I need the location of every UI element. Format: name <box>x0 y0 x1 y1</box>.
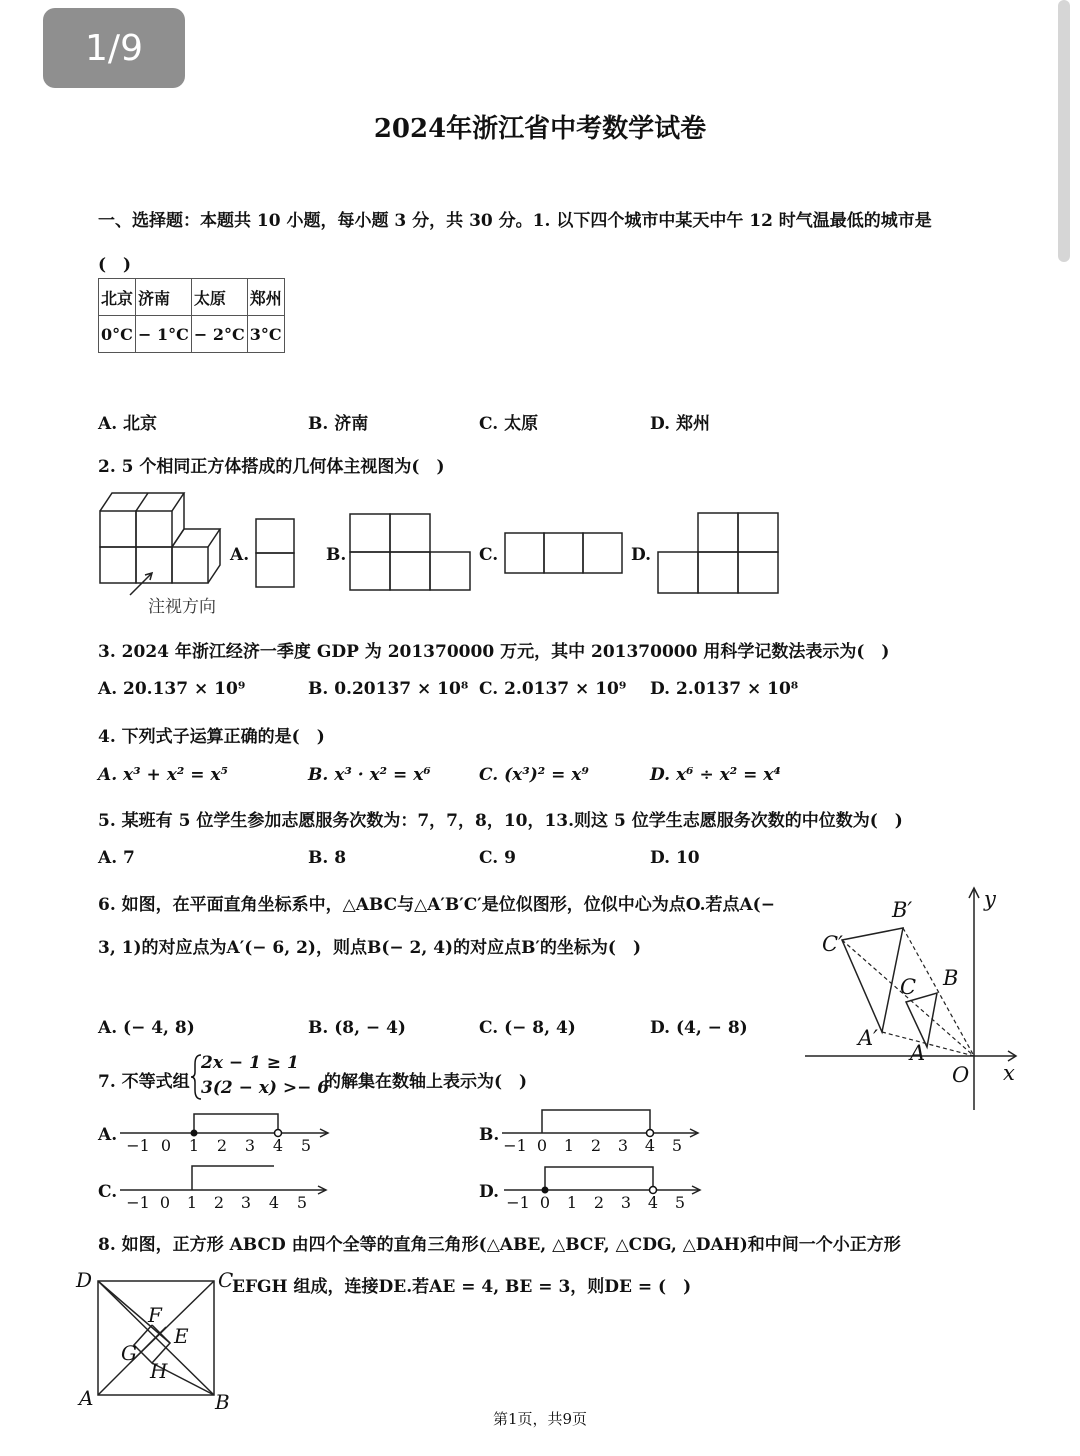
label-y-axis: y <box>984 887 996 911</box>
q6-similar-figures-diagram <box>800 880 1030 1115</box>
tick-label: 2 <box>593 1193 605 1212</box>
label-h: H <box>150 1359 168 1383</box>
q3-option-c: C. 2.0137 × 10⁹ <box>479 679 627 699</box>
label-e: E <box>174 1324 189 1348</box>
tick-label: 5 <box>671 1136 683 1155</box>
q6-option-a: A. (− 4, 8) <box>98 1018 195 1038</box>
q5-option-d: D. 10 <box>650 848 700 868</box>
tick-label: 3 <box>244 1136 256 1155</box>
table-cell: − 2°C <box>191 316 247 353</box>
q4-option-a: A. x³ + x² = x⁵ <box>98 765 228 785</box>
q4-text: 4. 下列式子运算正确的是( ) <box>98 727 325 747</box>
q7-label-d: D. <box>479 1182 500 1202</box>
q2-label-a: A. <box>230 545 250 565</box>
q2-text: 2. 5 个相同正方体搭成的几何体主视图为( ) <box>98 457 445 477</box>
tick-label: 3 <box>620 1193 632 1212</box>
q4-option-b: B. x³ · x² = x⁶ <box>308 765 431 785</box>
table-cell: 0°C <box>99 316 136 353</box>
temperature-table <box>98 278 285 353</box>
label-a: A <box>910 1041 926 1065</box>
label-b: B <box>943 966 959 990</box>
label-a: A <box>79 1386 94 1410</box>
tick-label: 3 <box>617 1136 629 1155</box>
tick-label: 4 <box>644 1136 656 1155</box>
tick-label: 0 <box>159 1193 171 1212</box>
q1-option-d: D. 郑州 <box>650 414 710 434</box>
q2-figure <box>90 485 800 620</box>
q2-label-d: D. <box>631 545 652 565</box>
label-origin: O <box>952 1063 970 1087</box>
tick-label: 3 <box>240 1193 252 1212</box>
q2-label-b: B. <box>326 545 347 565</box>
q7-prefix: 7. 不等式组 <box>98 1072 190 1092</box>
tick-label: 2 <box>213 1193 225 1212</box>
q7-number-lines <box>90 1100 720 1220</box>
page-footer: 第1页，共9页 <box>492 1410 588 1428</box>
table-header: 济南 <box>136 279 192 316</box>
tick-label: 4 <box>272 1136 284 1155</box>
label-c-prime: C′ <box>822 932 843 956</box>
tick-label: 2 <box>590 1136 602 1155</box>
q8-square-diagram <box>72 1265 237 1415</box>
tick-label: 2 <box>216 1136 228 1155</box>
tick-label: 4 <box>647 1193 659 1212</box>
tick-label: −1 <box>506 1193 530 1212</box>
tick-label: 5 <box>674 1193 686 1212</box>
tick-label: 0 <box>536 1136 548 1155</box>
q1-text-line2: ( ) <box>98 255 132 275</box>
q3-option-b: B. 0.20137 × 10⁸ <box>308 679 469 699</box>
q6-option-c: C. (− 8, 4) <box>479 1018 576 1038</box>
q8-text-line2: EFGH 组成，连接DE.若AE = 4, BE = 3，则DE = ( ) <box>232 1277 692 1297</box>
q8-text-line1: 8. 如图，正方形 ABCD 由四个全等的直角三角形(△ABE, △BCF, △CDG, △DAH)和中间一个小正方形 <box>98 1235 901 1255</box>
table-header: 郑州 <box>247 279 284 316</box>
q6-text-line2: 3, 1)的对应点为A′(− 6, 2)，则点B(− 2, 4)的对应点B′的坐标为( ) <box>98 938 642 958</box>
page-title: 2024年浙江省中考数学试卷 <box>373 114 707 144</box>
q1-text-line1: 一、选择题：本题共 10 小题，每小题 3 分，共 30 分。1. 以下四个城市中某天中午 12 时气温最低的城市是 <box>98 211 932 231</box>
q5-option-c: C. 9 <box>479 848 516 868</box>
q5-text: 5. 某班有 5 位学生参加志愿服务次数为：7，7，8，10，13.则这 5 位学生志愿服务次数的中位数为( ) <box>98 811 903 831</box>
q6-option-d: D. (4, − 8) <box>650 1018 748 1038</box>
table-cell: 3°C <box>247 316 284 353</box>
tick-label: 1 <box>188 1136 200 1155</box>
q7-label-a: A. <box>98 1125 118 1145</box>
tick-label: 1 <box>566 1193 578 1212</box>
label-c: C <box>218 1268 234 1292</box>
q7-label-b: B. <box>479 1125 500 1145</box>
q1-option-c: C. 太原 <box>479 414 539 434</box>
tick-label: −1 <box>126 1136 150 1155</box>
label-d: D <box>76 1268 93 1292</box>
tick-label: 0 <box>539 1193 551 1212</box>
tick-label: −1 <box>503 1136 527 1155</box>
q1-option-a: A. 北京 <box>98 414 158 434</box>
q5-option-b: B. 8 <box>308 848 347 868</box>
tick-label: −1 <box>126 1193 150 1212</box>
q4-option-d: D. x⁶ ÷ x² = x⁴ <box>650 765 781 785</box>
q7-label-c: C. <box>98 1182 118 1202</box>
tick-label: 5 <box>300 1136 312 1155</box>
label-b: B <box>215 1390 230 1414</box>
tick-label: 1 <box>563 1136 575 1155</box>
q6-text-line1: 6. 如图，在平面直角坐标系中，△ABC与△A′B′C′是位似图形，位似中心为点O.若点A(− <box>98 895 775 915</box>
label-f: F <box>148 1303 162 1327</box>
q4-option-c: C. (x³)² = x⁹ <box>479 765 589 785</box>
page-counter-badge: 1/9 <box>43 8 185 88</box>
tick-label: 1 <box>186 1193 198 1212</box>
q5-option-a: A. 7 <box>98 848 135 868</box>
table-cell: − 1°C <box>136 316 192 353</box>
q7-inequality-1: 2x − 1 ≥ 1 <box>201 1053 299 1073</box>
label-a-prime: A′ <box>858 1026 878 1050</box>
view-direction-label: 注视方向 <box>148 597 216 617</box>
label-g: G <box>121 1341 137 1365</box>
table-header: 太原 <box>191 279 247 316</box>
q3-text: 3. 2024 年浙江经济一季度 GDP 为 201370000 万元，其中 201370000 用科学记数法表示为( ) <box>98 642 890 662</box>
label-x-axis: x <box>1003 1061 1015 1085</box>
tick-label: 0 <box>160 1136 172 1155</box>
q6-option-b: B. (8, − 4) <box>308 1018 406 1038</box>
q3-option-d: D. 2.0137 × 10⁸ <box>650 679 799 699</box>
table-header: 北京 <box>99 279 136 316</box>
tick-label: 4 <box>268 1193 280 1212</box>
label-c: C <box>900 975 917 999</box>
label-b-prime: B′ <box>892 898 913 922</box>
q3-option-a: A. 20.137 × 10⁹ <box>98 679 246 699</box>
tick-label: 5 <box>296 1193 308 1212</box>
q2-label-c: C. <box>479 545 499 565</box>
q7-suffix: 的解集在数轴上表示为( ) <box>324 1072 528 1092</box>
q7-inequality-2: 3(2 − x) >− 6 <box>201 1078 330 1098</box>
q1-option-b: B. 济南 <box>308 414 369 434</box>
